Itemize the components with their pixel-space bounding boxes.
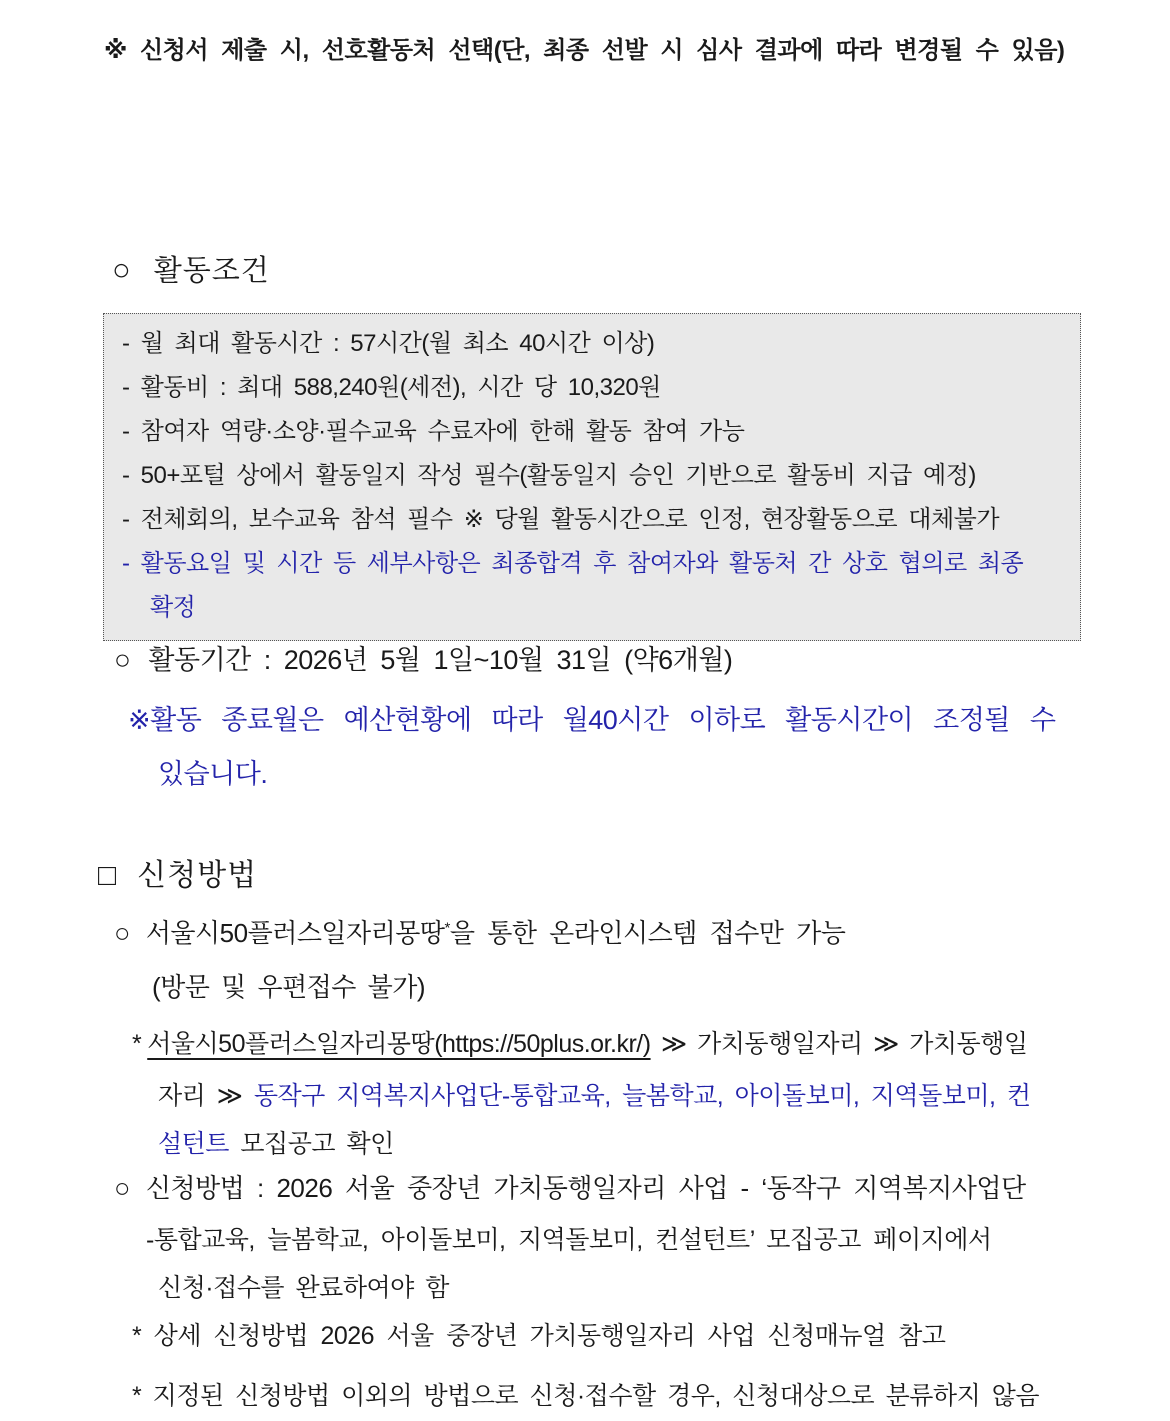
online-application-line — [114, 913, 845, 950]
no-visit-mail-note: (방문 및 우편접수 불가) — [152, 972, 426, 1002]
top-remark: ※ 신청서 제출 시, 선호활동처 선택(단, 최종 선발 시 심사 결과에 따라 변경될 수 있음) — [104, 37, 1065, 64]
conditions-box — [103, 313, 1081, 641]
portal-confirm-text: 모집공고 확인 — [240, 1130, 394, 1158]
job-team-names: 동작구 지역복지사업단-통합교육, 늘봄학교, 아이돌보미, 지역돌보미, 컨 — [253, 1082, 1031, 1110]
manual-reference-note: * 상세 신청방법 2026 서울 중장년 가치동행일자리 사업 신청매뉴얼 참고 — [132, 1322, 946, 1350]
budget-note-line2: 있습니다. — [158, 759, 268, 789]
apply-method-line1 — [114, 1168, 1026, 1205]
portal-path-pre: 자리 ≫ — [158, 1082, 243, 1110]
apply-method-line3: 신청·접수를 완료하여야 함 — [158, 1274, 449, 1302]
condition-item-negotiation: - 활동요일 및 시간 등 세부사항은 최종합격 후 참여자와 활동처 간 상호 협의로 최종 — [122, 550, 1024, 577]
invalid-method-note: * 지정된 신청방법 이외의 방법으로 신청·접수할 경우, 신청대상으로 분류하지 않음 — [132, 1382, 1039, 1410]
apply-method-line2: -통합교육, 늘봄학교, 아이돌보미, 지역돌보미, 컨설턴트’ 모집공고 페이지에서 — [146, 1226, 992, 1254]
condition-item: - 월 최대 활동시간 : 57시간(월 최소 40시간 이상) — [122, 330, 655, 357]
online-application-text-post: 을 통한 온라인시스템 접수만 가능 — [449, 918, 846, 948]
circle-bullet-icon: ○ — [114, 1173, 130, 1203]
circle-bullet-icon: ○ — [112, 252, 132, 287]
section-application-method-header — [98, 850, 257, 894]
square-bullet-icon: □ — [98, 859, 118, 892]
condition-item: - 50+포털 상에서 활동일지 작성 필수(활동일지 승인 기반으로 활동비 지급 예정) — [122, 462, 976, 489]
activity-period-line — [114, 638, 732, 677]
online-application-text-pre: 서울시50플러스일자리몽땅 — [145, 918, 445, 948]
circle-bullet-icon: ○ — [114, 918, 130, 948]
section-title: 신청방법 — [137, 859, 258, 892]
portal-path-tail: ≫ 가치동행일자리 ≫ 가치동행일 — [661, 1030, 1028, 1058]
condition-item: - 활동비 : 최대 588,240원(세전), 시간 당 10,320원 — [122, 374, 661, 401]
condition-item: - 참여자 역량·소양·필수교육 수료자에 한해 활동 참여 가능 — [122, 418, 745, 445]
footnote-asterisk: * — [444, 919, 450, 937]
section-activity-conditions-header — [112, 248, 270, 289]
apply-method-text1: 신청방법 : 2026 서울 중장년 가치동행일자리 사업 - ‘동작구 지역복지사업단 — [145, 1173, 1026, 1203]
activity-period-text: 활동기간 : 2026년 5월 1일~10월 31일 (약6개월) — [148, 645, 733, 675]
portal-path-line1 — [132, 1024, 1028, 1060]
condition-item-negotiation-wrap: 확정 — [150, 594, 196, 621]
asterisk-marker: * — [132, 1030, 142, 1058]
portal-url-link[interactable]: 서울시50플러스일자리몽땅(https://50plus.or.kr/) — [147, 1030, 651, 1058]
condition-item: - 전체회의, 보수교육 참석 필수 ※ 당월 활동시간으로 인정, 현장활동으로 대체불가 — [122, 506, 1000, 533]
portal-path-line2 — [158, 1076, 1031, 1112]
job-team-names-wrap: 설턴트 — [158, 1130, 229, 1158]
portal-path-line3 — [158, 1124, 394, 1160]
circle-bullet-icon: ○ — [114, 644, 131, 675]
budget-note-line1: ※활동 종료월은 예산현황에 따라 월40시간 이하로 활동시간이 조정될 수 — [128, 705, 1056, 735]
section-title: 활동조건 — [153, 255, 270, 287]
